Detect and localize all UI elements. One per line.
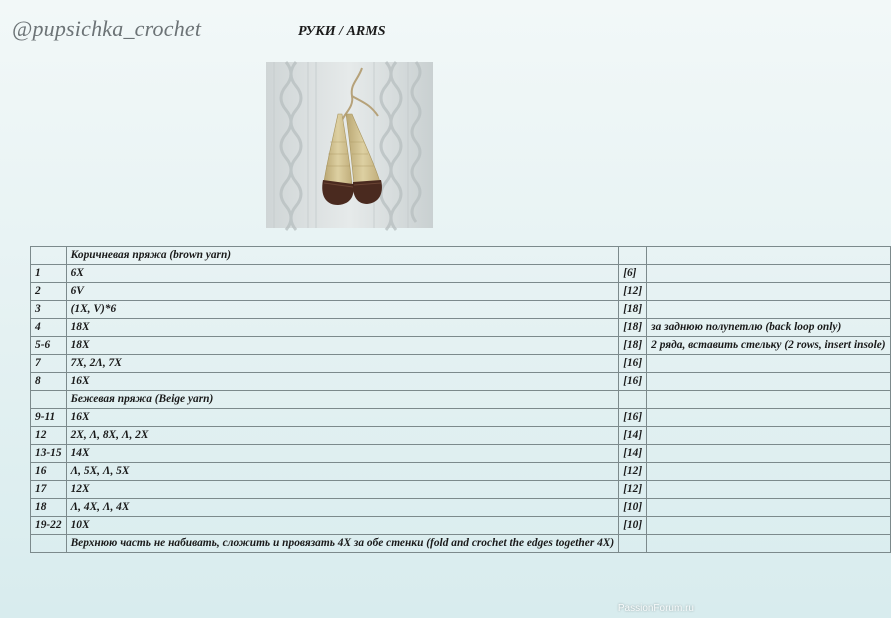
table-row [31,319,891,337]
note-cell: 2 ряда, вставить стельку (2 rows, insert insole) [647,337,890,355]
note-cell [647,427,890,445]
count-cell: [14] [619,445,647,463]
round-cell: 5-6 [31,337,67,355]
watermark: PassionForum.ru [617,603,694,614]
count-cell [619,391,647,409]
count-cell: [16] [619,373,647,391]
note-cell [647,445,890,463]
note-cell [647,265,890,283]
count-cell: [18] [619,337,647,355]
instruction-cell: Λ, 5X, Λ, 5X [66,463,619,481]
count-cell: [12] [619,481,647,499]
round-cell: 3 [31,301,67,319]
instruction-cell: 12X [66,481,619,499]
count-cell: [12] [619,463,647,481]
instruction-cell: 6V [66,283,619,301]
count-cell [619,247,647,265]
round-cell [31,391,67,409]
instruction-cell: 16X [66,409,619,427]
note-cell: за заднюю полупетлю (back loop only) [647,319,890,337]
note-cell [647,283,890,301]
table-row [31,481,891,499]
count-cell: [16] [619,355,647,373]
round-cell: 13-15 [31,445,67,463]
count-cell: [16] [619,409,647,427]
section-row [31,247,891,265]
instruction-cell: 2X, Λ, 8X, Λ, 2X [66,427,619,445]
instruction-cell: Λ, 4X, Λ, 4X [66,499,619,517]
note-cell [647,409,890,427]
table-row [31,463,891,481]
instruction-cell: (1X, V)*6 [66,301,619,319]
page-title: РУКИ / ARMS [298,24,386,39]
section-row [31,391,891,409]
table-row [31,373,891,391]
note-cell [647,499,890,517]
round-cell: 19-22 [31,517,67,535]
note-cell [647,391,890,409]
round-cell: 16 [31,463,67,481]
instruction-cell: 18X [66,319,619,337]
table-row [31,283,891,301]
instruction-cell: 6X [66,265,619,283]
table-row [31,409,891,427]
count-cell: [18] [619,301,647,319]
note-cell [647,481,890,499]
instruction-cell: 10X [66,517,619,535]
pattern-table [30,246,891,553]
table-row [31,427,891,445]
table-row [31,265,891,283]
count-cell: [10] [619,517,647,535]
round-cell [31,535,67,553]
round-cell: 7 [31,355,67,373]
note-cell [647,535,890,553]
instruction-cell: 16X [66,373,619,391]
note-cell [647,463,890,481]
table-row [31,301,891,319]
round-cell: 4 [31,319,67,337]
round-cell: 8 [31,373,67,391]
section-label: Бежевая пряжа (Beige yarn) [66,391,619,409]
round-cell: 12 [31,427,67,445]
final-instruction: Верхнюю часть не набивать, сложить и провязать 4X за обе стенки (fold and crochet the edges together 4X) [66,535,619,553]
count-cell: [12] [619,283,647,301]
count-cell: [10] [619,499,647,517]
table-row [31,517,891,535]
round-cell: 2 [31,283,67,301]
note-cell [647,517,890,535]
round-cell: 9-11 [31,409,67,427]
count-cell: [18] [619,319,647,337]
instruction-cell: 7X, 2Λ, 7X [66,355,619,373]
round-cell: 1 [31,265,67,283]
count-cell [619,535,647,553]
note-cell [647,355,890,373]
count-cell: [6] [619,265,647,283]
table-row [31,499,891,517]
instruction-cell: 18X [66,337,619,355]
author-handle: @pupsichka_crochet [12,16,202,41]
final-row [31,535,891,553]
instruction-cell: 14X [66,445,619,463]
round-cell [31,247,67,265]
round-cell: 17 [31,481,67,499]
note-cell [647,301,890,319]
count-cell: [14] [619,427,647,445]
note-cell [647,373,890,391]
round-cell: 18 [31,499,67,517]
crocheted-arms-photo [266,62,433,228]
section-label: Коричневая пряжа (brown yarn) [66,247,619,265]
note-cell [647,247,890,265]
table-row [31,355,891,373]
table-row [31,445,891,463]
table-row [31,337,891,355]
